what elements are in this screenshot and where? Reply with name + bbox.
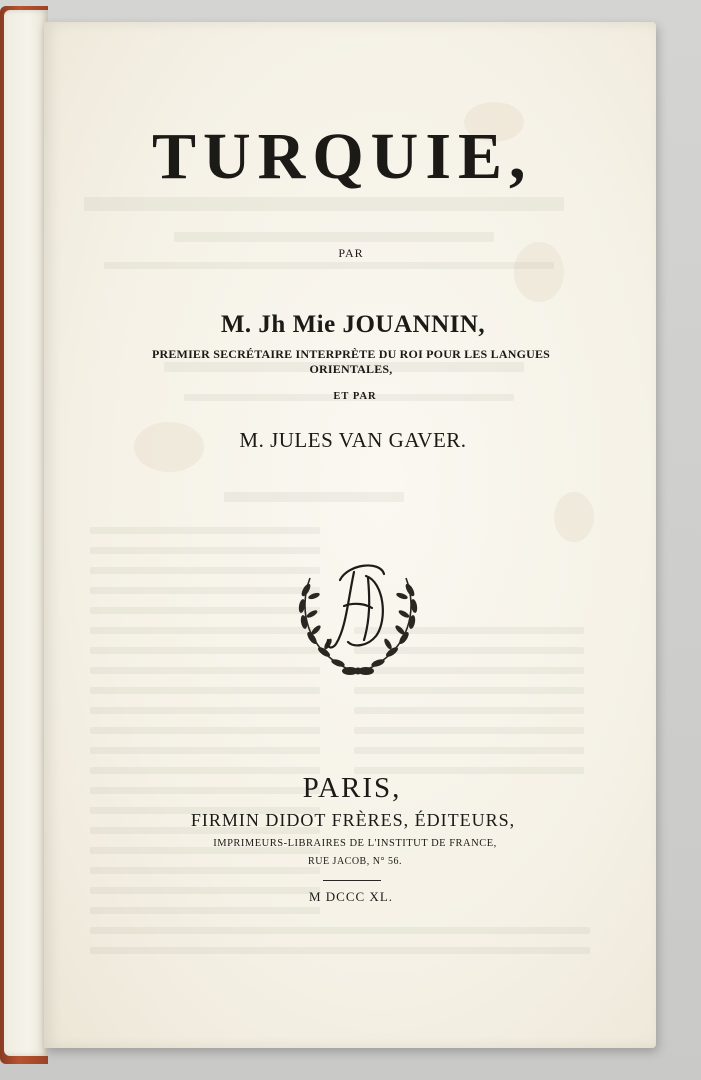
publication-date: M DCCC XL. <box>308 889 394 904</box>
imprint-city: PARIS, <box>302 772 402 804</box>
publisher-address: RUE JACOB, N° 56. <box>308 856 402 867</box>
date-rule <box>323 880 381 881</box>
left-page-edge <box>4 10 48 1056</box>
coauthor-name: M. JULES VAN GAVER. <box>239 428 467 452</box>
author-name: M. Jh Mie JOUANNIN, <box>220 311 486 338</box>
publisher-name: FIRMIN DIDOT FRÈRES, ÉDITEURS, <box>190 810 516 830</box>
monogram-wreath-icon <box>288 550 428 684</box>
book-title: TURQUIE, <box>152 120 533 193</box>
author-role: PREMIER SECRÉTAIRE INTERPRÈTE DU ROI POUR LES LANGUES ORIENTALES, <box>151 347 551 376</box>
by-label: PAR <box>338 246 364 260</box>
and-by-label: ET PAR <box>333 391 377 402</box>
printers-line: IMPRIMEURS-LIBRAIRES DE L'INSTITUT DE FRANCE, <box>213 838 497 849</box>
